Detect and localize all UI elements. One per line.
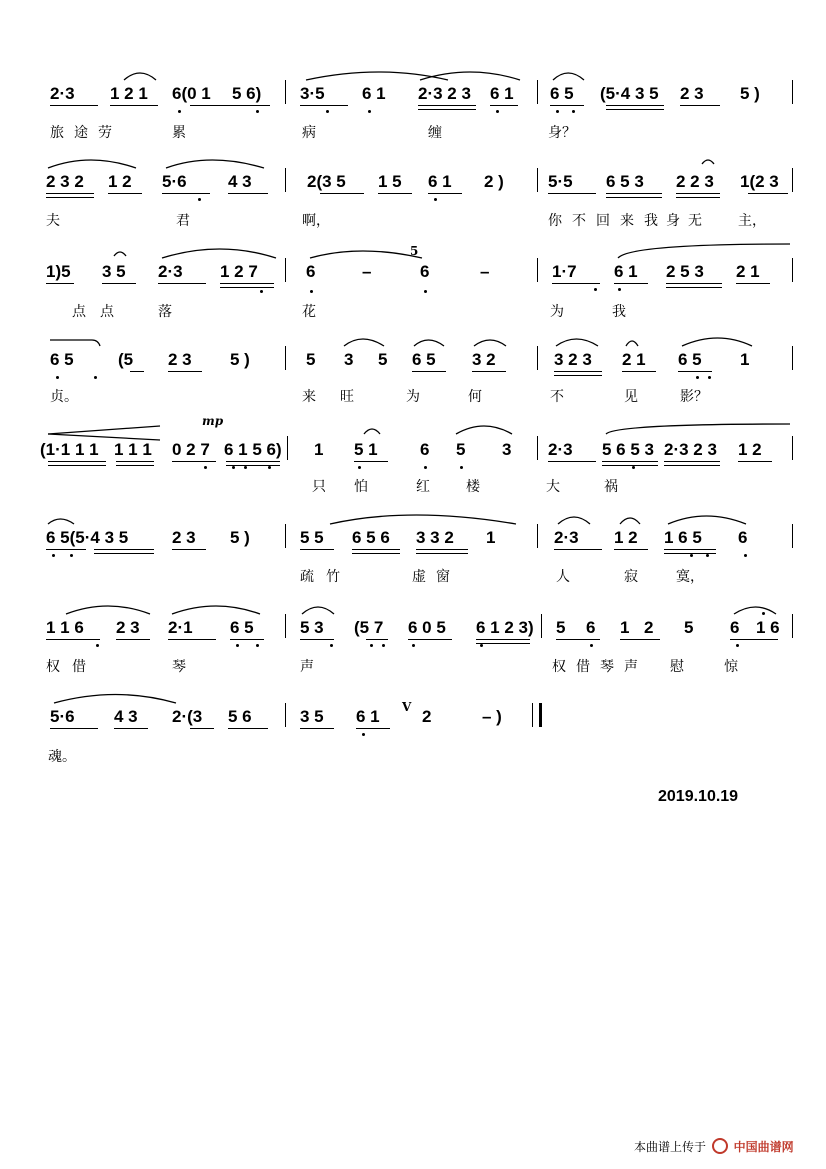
lyric: 竹 bbox=[326, 569, 340, 585]
note-group: 6 bbox=[306, 262, 316, 281]
footer-brand[interactable]: 中国曲谱网 bbox=[733, 1140, 794, 1154]
note-group: 6 1 bbox=[356, 707, 380, 726]
note-group: 1 2 bbox=[738, 440, 762, 459]
lyric: 点 bbox=[72, 304, 86, 320]
note-group: (5 bbox=[118, 350, 134, 369]
lyric: 不 bbox=[572, 213, 586, 229]
note-group: 5 5 bbox=[300, 528, 324, 547]
note-group: – ) bbox=[482, 707, 502, 726]
note-group: 1(2 3 bbox=[740, 172, 779, 191]
note-group: 6 5 bbox=[678, 350, 702, 369]
note-group: 6 1 bbox=[614, 262, 638, 281]
lyric: 病 bbox=[302, 125, 316, 141]
lyric: 不 bbox=[550, 389, 564, 405]
lyric: 窗 bbox=[436, 569, 450, 585]
note-group: 5·5 bbox=[548, 172, 573, 191]
note-group: 1 1 1 bbox=[114, 440, 152, 459]
note-group: 6 0 5 bbox=[408, 618, 446, 637]
note-group: 5 bbox=[378, 350, 388, 369]
lyric: 途 bbox=[74, 125, 88, 141]
note-group: 4 3 bbox=[114, 707, 138, 726]
lyric: 夫 bbox=[46, 213, 60, 229]
note-group: 6 5 bbox=[412, 350, 436, 369]
lyric: 见 bbox=[624, 389, 638, 405]
note-group: 2·3 bbox=[158, 262, 183, 281]
site-logo-icon bbox=[712, 1138, 728, 1154]
note-group: 5 1 bbox=[354, 440, 378, 459]
note-group: 1 bbox=[314, 440, 324, 459]
lyric: 权 bbox=[46, 659, 60, 675]
lyric: 身 bbox=[666, 213, 680, 229]
note-group: 6 bbox=[420, 440, 430, 459]
note-group: 6 1 bbox=[428, 172, 452, 191]
note-group: 1 6 bbox=[756, 618, 780, 637]
lyric: 缠 bbox=[428, 125, 442, 141]
lyric: 花 bbox=[302, 304, 316, 320]
note-group: 5 bbox=[306, 350, 316, 369]
lyric: 主， bbox=[738, 213, 766, 229]
note-group: 5 bbox=[556, 618, 566, 637]
note-group: 2·3 2 3 bbox=[418, 84, 471, 103]
lyric: 来 bbox=[302, 389, 316, 405]
lyric: 祸 bbox=[604, 479, 618, 495]
note-group: 2 3 bbox=[172, 528, 196, 547]
lyric: 借 bbox=[72, 659, 86, 675]
note-group: 2·(3 bbox=[172, 707, 203, 726]
lyric: 大 bbox=[546, 479, 560, 495]
note-group: 5 3 bbox=[300, 618, 324, 637]
lyric: 你 bbox=[548, 213, 562, 229]
note-group: 1)5 bbox=[46, 262, 71, 281]
note-group: 2 3 bbox=[680, 84, 704, 103]
note-group: 6 bbox=[730, 618, 740, 637]
lyric: 来 bbox=[620, 213, 634, 229]
note-group: 2·3 bbox=[548, 440, 573, 459]
note-group: 6 bbox=[738, 528, 748, 547]
lyric: 琴 bbox=[172, 659, 186, 675]
lyric: 何 bbox=[468, 389, 482, 405]
lyric: 疏 bbox=[300, 569, 314, 585]
note-group: 5 bbox=[456, 440, 466, 459]
note-group: 4 3 bbox=[228, 172, 252, 191]
lyric: 啊， bbox=[302, 213, 330, 229]
lyric: 我 bbox=[644, 213, 658, 229]
lyric: 旺 bbox=[340, 389, 354, 405]
note-group: 2·3 bbox=[50, 84, 75, 103]
lyric: 君 bbox=[176, 213, 190, 229]
lyric: 权 bbox=[552, 659, 566, 675]
lyric: 点 bbox=[100, 304, 114, 320]
lyric: 只 bbox=[312, 479, 326, 495]
note-group: 2 1 bbox=[622, 350, 646, 369]
note-group: 2 bbox=[644, 618, 654, 637]
note-group: 6 1 bbox=[490, 84, 514, 103]
lyric: 劳 bbox=[98, 125, 112, 141]
note-group: 1 5 bbox=[378, 172, 402, 191]
lyric: 寞， bbox=[676, 569, 704, 585]
note-group: 3 2 bbox=[472, 350, 496, 369]
note-group: 6 5(5·4 3 5 bbox=[46, 528, 129, 547]
note-group: 2 ) bbox=[484, 172, 504, 191]
lyric: 慰 bbox=[670, 659, 684, 675]
note-group: 1 2 bbox=[108, 172, 132, 191]
lyric: 人 bbox=[556, 569, 570, 585]
note-group: 6 5 bbox=[50, 350, 74, 369]
footer-prefix: 本曲谱上传于 bbox=[634, 1140, 707, 1154]
note-group: 6 5 6 bbox=[352, 528, 390, 547]
note-group: 3 bbox=[344, 350, 354, 369]
note-group: 2 3 bbox=[168, 350, 192, 369]
note-group: 5 ) bbox=[230, 528, 250, 547]
lyric: 旅 bbox=[50, 125, 64, 141]
composition-date: 2019.10.19 bbox=[658, 788, 739, 805]
lyric: 无 bbox=[688, 213, 702, 229]
lyric: 红 bbox=[416, 479, 430, 495]
note-group: (1·1 1 1 bbox=[40, 440, 99, 459]
note-group: 1 2 7 bbox=[220, 262, 258, 281]
note-group: 3 bbox=[502, 440, 512, 459]
note-group: 5 ) bbox=[740, 84, 760, 103]
note-group: 1 bbox=[486, 528, 496, 547]
note-group: 2 3 2 bbox=[46, 172, 84, 191]
note-group: 2·1 bbox=[168, 618, 193, 637]
note-group: 6 5 bbox=[230, 618, 254, 637]
lyric: 影？ bbox=[680, 389, 708, 405]
note-group: 1 bbox=[740, 350, 750, 369]
note-group: – bbox=[480, 262, 490, 281]
note-group: 3 2 3 bbox=[554, 350, 592, 369]
lyric: 寂 bbox=[624, 569, 638, 585]
note-group: 6 1 bbox=[362, 84, 386, 103]
grace-note: 5 bbox=[410, 244, 419, 258]
lyric: 落 bbox=[158, 304, 172, 320]
note-group: 2 3 bbox=[116, 618, 140, 637]
lyric: 声 bbox=[300, 659, 314, 675]
note-group: 3 3 2 bbox=[416, 528, 454, 547]
note-group: 1 1 6 bbox=[46, 618, 84, 637]
note-group: 3 5 bbox=[300, 707, 324, 726]
note-group: 6 bbox=[420, 262, 430, 281]
note-group: 5·6 bbox=[162, 172, 187, 191]
note-group: 5·6 bbox=[50, 707, 75, 726]
lyric: 回 bbox=[596, 213, 610, 229]
note-group: 2·3 bbox=[554, 528, 579, 547]
note-group: 2(3 5 bbox=[307, 172, 346, 191]
lyric: 我 bbox=[612, 304, 626, 320]
lyric: 虚 bbox=[412, 569, 426, 585]
note-group: 1 2 bbox=[614, 528, 638, 547]
note-group: (5 7 bbox=[354, 618, 384, 637]
note-group: 0 2 7 bbox=[172, 440, 210, 459]
lyric: 为 bbox=[406, 389, 420, 405]
breath-mark: V bbox=[402, 700, 412, 714]
lyric: 楼 bbox=[466, 479, 480, 495]
note-group: 1 bbox=[620, 618, 630, 637]
lyric: 怕 bbox=[354, 479, 368, 495]
lyric: 累 bbox=[172, 125, 186, 141]
note-group: 1 6 5 bbox=[664, 528, 702, 547]
note-group: 6 1 2 3) bbox=[476, 618, 534, 637]
note-group: 2·3 2 3 bbox=[664, 440, 717, 459]
note-group: 6 1 5 6) bbox=[224, 440, 282, 459]
lyric: 魂。 bbox=[48, 749, 76, 765]
note-group: 2 5 3 bbox=[666, 262, 704, 281]
dynamic-marking: mp bbox=[202, 414, 224, 428]
note-group: – bbox=[362, 262, 372, 281]
note-group: 5 6 5 3 bbox=[602, 440, 654, 459]
lyric: 身？ bbox=[548, 125, 576, 141]
note-group: 6 bbox=[586, 618, 596, 637]
lyric: 声 bbox=[624, 659, 638, 675]
lyric: 贞。 bbox=[50, 389, 78, 405]
note-group: 6(0 1 bbox=[172, 84, 211, 103]
note-group: 2 1 bbox=[736, 262, 760, 281]
note-group: 2 2 3 bbox=[676, 172, 714, 191]
note-group: 5 bbox=[684, 618, 694, 637]
lyric: 为 bbox=[550, 304, 564, 320]
note-group: 3·5 bbox=[300, 84, 325, 103]
note-group: (5·4 3 5 bbox=[600, 84, 659, 103]
note-group: 2 bbox=[422, 707, 432, 726]
note-group: 6 5 3 bbox=[606, 172, 644, 191]
lyric: 借 bbox=[576, 659, 590, 675]
note-group: 1·7 bbox=[552, 262, 577, 281]
note-group: 5 6 bbox=[228, 707, 252, 726]
note-group: 6 5 bbox=[550, 84, 574, 103]
note-group: 3 5 bbox=[102, 262, 126, 281]
note-group: 5 6) bbox=[232, 84, 262, 103]
lyric: 琴 bbox=[600, 659, 614, 675]
note-group: 5 ) bbox=[230, 350, 250, 369]
note-group: 1 2 1 bbox=[110, 84, 148, 103]
footer-credit bbox=[634, 1138, 794, 1155]
lyric: 惊 bbox=[724, 659, 738, 675]
